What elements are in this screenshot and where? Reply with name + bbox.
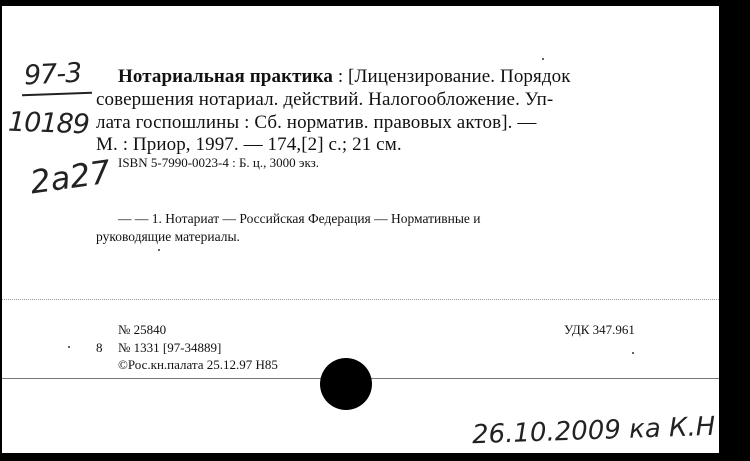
handwritten-date-note: 26.10.2009 ка К.Н xyxy=(471,411,716,451)
subject-heading-line-2: руководящие материалы. xyxy=(96,229,240,244)
scan-border xyxy=(719,0,750,461)
subject-heading-line-1: — — 1. Нотариат — Российская Федерация — Нормативные и xyxy=(118,211,481,226)
handwritten-inventory-number: 10189 xyxy=(7,106,90,141)
title-line-3: лата госпошлины : Сб. норматив. правовых актов]. — xyxy=(96,112,537,133)
title-line-1 xyxy=(118,66,571,88)
speck xyxy=(542,58,544,60)
speck xyxy=(632,352,634,354)
chamber-number: № 1331 [97-34889] xyxy=(118,340,222,355)
book-chamber-stamp: ©Рос.кн.палата 25.12.97 Н85 xyxy=(118,357,278,372)
title-line-2: совершения нотариал. действий. Налогообложение. Уп- xyxy=(96,89,554,110)
footer-prefix: 8 xyxy=(96,340,103,355)
speck xyxy=(68,346,70,348)
dotted-divider xyxy=(2,299,719,300)
speck xyxy=(158,249,160,251)
catalog-card xyxy=(2,6,719,453)
isbn-line: ISBN 5-7990-0023-4 : Б. ц., 3000 экз. xyxy=(118,155,319,170)
imprint-line: М. : Приор, 1997. — 174,[2] с.; 21 см. xyxy=(96,134,402,155)
title-main: Нотариальная практика xyxy=(118,66,333,87)
record-number: № 25840 xyxy=(118,322,167,337)
handwritten-shelf-code: 97-3 xyxy=(23,57,83,92)
handwritten-underline xyxy=(22,92,92,96)
title-line-1-rest: : [Лицензирование. Порядок xyxy=(332,66,571,87)
punch-hole xyxy=(320,358,372,410)
handwritten-mark: 2a27 xyxy=(27,152,113,202)
udk-classification: УДК 347.961 xyxy=(564,322,635,337)
